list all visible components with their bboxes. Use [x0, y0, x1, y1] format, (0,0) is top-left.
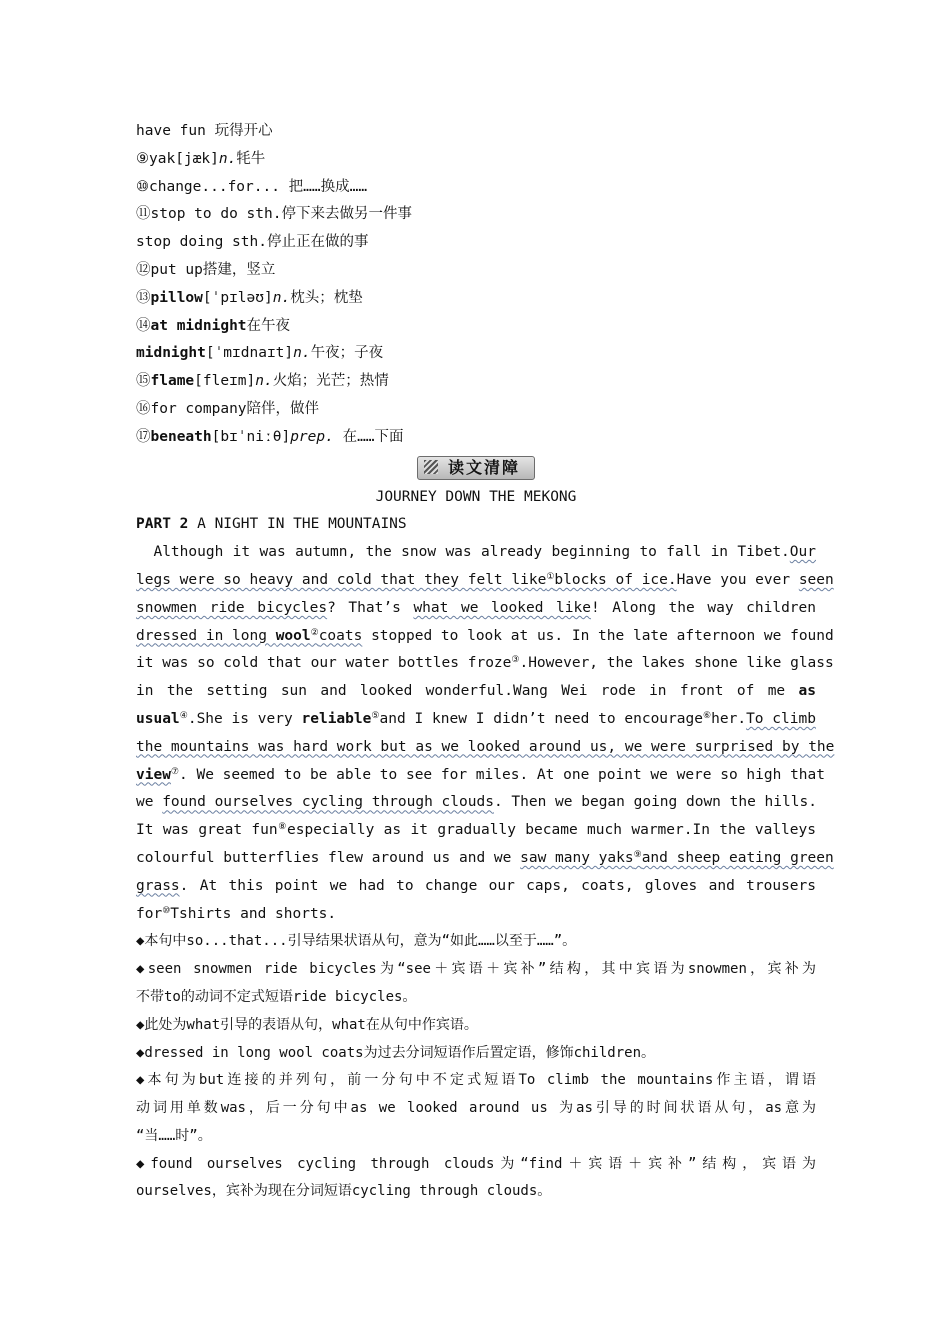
note-line: [136, 1123, 816, 1151]
text-run: coats: [318, 627, 363, 644]
text-run: .She is very: [187, 710, 302, 727]
vocab-line: [136, 118, 816, 146]
vocab-meaning: 枕头；枕垫: [290, 289, 363, 306]
underlined-phrase: grass: [136, 877, 180, 894]
underlined-phrase: found ourselves cycling through clouds: [162, 794, 494, 811]
text-run: in the setting sun and looked wonderful.Wang Wei rode in front of me: [136, 683, 799, 700]
text-run: ! Along the way children: [590, 599, 816, 616]
text-run: it was so cold that our water bottles froze: [136, 655, 512, 672]
vocab-line: [136, 174, 816, 202]
article-title-text: JOURNEY DOWN THE MEKONG: [375, 488, 577, 505]
note-marker: ⑧: [277, 822, 287, 833]
paragraph-line: [136, 595, 816, 623]
note-text: ◆本句为but连接的并列句，前一分句中不定式短语To climb the mountains作主语，谓语: [136, 1072, 816, 1089]
note-text: 动词用单数was，后一分句中as we looked around us 为as引导的时间状语从句，as意为: [136, 1100, 816, 1117]
note-line: [136, 984, 816, 1012]
text-run: .However, the lakes shone like glass: [519, 655, 834, 672]
note-text: ourselves，宾补为现在分词短语cycling through clouds。: [136, 1183, 552, 1200]
note-marker: ②: [310, 627, 319, 638]
key-word: wool: [275, 627, 311, 644]
text-run: . At this point we had to change our caps, coats, gloves and trousers: [179, 877, 816, 894]
paragraph-line: [136, 706, 816, 734]
phonetic: [ˈpɪləʊ]: [202, 289, 273, 306]
phonetic: [fleɪm]: [194, 373, 256, 390]
text-run: especially as it gradually became much warmer.In the valleys: [287, 822, 816, 839]
underlined-phrase: seen: [798, 571, 834, 588]
paragraph-line: [136, 650, 834, 678]
part-of-speech: n.: [293, 345, 311, 362]
vocab-line: [136, 257, 816, 285]
vocab-meaning: 在……下面: [333, 428, 404, 445]
underlined-phrase: the mountains was hard work but as we looked around us, we were surprised by the: [136, 738, 835, 755]
part-title: A NIGHT IN THE MOUNTAINS: [188, 516, 407, 533]
document-page: [136, 118, 835, 1206]
part-of-speech: n.: [272, 289, 291, 306]
note-marker: ④: [179, 710, 188, 721]
paragraph-line: [136, 567, 834, 595]
phonetic: [bɪˈniːθ]: [211, 428, 291, 445]
note-text: 不带to的动词不定式短语ride bicycles。: [136, 988, 417, 1005]
text-run: colourful butterflies flew around us and we: [136, 849, 521, 866]
vocab-text: ⑫put up搭建，竖立: [136, 261, 276, 278]
note-marker: ⑥: [702, 710, 712, 721]
vocab-text: ⑨yak[jæk]: [136, 150, 219, 167]
paragraph-line: [136, 734, 835, 762]
note-text: ◆此处为what引导的表语从句，what在从句中作宾语。: [136, 1016, 478, 1033]
vocab-line: [136, 229, 816, 257]
part-of-speech: prep.: [290, 428, 334, 445]
part-of-speech: n.: [218, 150, 237, 167]
text-run: we: [136, 794, 163, 811]
part-of-speech: n.: [255, 373, 273, 390]
vocab-number: ⑬: [136, 289, 151, 306]
text-run: Have you ever: [676, 571, 799, 588]
text-run: . Then we began going down the hills.: [493, 794, 817, 811]
text-run: It was great fun: [136, 822, 278, 839]
vocab-line: [136, 201, 816, 229]
underlined-phrase: [520, 850, 834, 866]
vocab-text: have fun 玩得开心: [136, 123, 273, 139]
vocab-text: ⑯for company陪伴，做伴: [136, 400, 320, 417]
vocab-word: midnight: [136, 345, 206, 362]
phonetic: [ˈmɪdnaɪt]: [205, 345, 294, 362]
article-title: [136, 484, 816, 512]
note-line: [136, 1040, 816, 1068]
underlined-phrase: what we looked like: [413, 599, 591, 616]
vocab-word: beneath: [150, 428, 212, 445]
vocab-number: ⑮: [136, 373, 151, 390]
vocab-word: at midnight: [150, 317, 247, 334]
paragraph-line: [136, 789, 816, 817]
vocab-line: [136, 368, 816, 396]
paragraph-line: [136, 845, 834, 873]
vocab-meaning: 牦牛: [236, 150, 266, 167]
text-run: . We seemed to be able to see for miles. At one point we were so high that: [179, 766, 826, 783]
vocab-meaning: 火焰；光芒；热情: [272, 373, 389, 390]
note-text: ◆found ourselves cycling through clouds为“find＋宾语＋宾补”结构，宾语为: [136, 1155, 816, 1172]
vocab-text: stop doing sth.停止正在做的事: [136, 234, 369, 251]
note-text: “当……时”。: [136, 1127, 212, 1144]
text-run: stopped to look at us. In the late afternoon we found: [362, 627, 834, 644]
key-word: view: [136, 766, 171, 783]
vocab-line: [136, 396, 816, 424]
vocab-text: ⑩change...for... 把……换成……: [136, 178, 368, 195]
underlined-phrase: Our: [789, 544, 816, 561]
paragraph-line: [136, 539, 816, 567]
text-run: for: [136, 905, 163, 922]
text-run: Although it was autumn, the snow was already beginning to fall in Tibet.: [153, 544, 790, 561]
note-marker: ③: [511, 655, 520, 666]
text-run: dressed in long: [136, 627, 276, 644]
underlined-phrase: snowmen ride bicycles: [136, 599, 328, 616]
vocab-meaning: 在午夜: [246, 317, 291, 334]
part-label: PART 2: [136, 516, 189, 533]
vocab-word: flame: [150, 373, 195, 390]
paragraph-line: [136, 873, 816, 901]
note-marker: ⑨: [633, 849, 642, 860]
paragraph-line: [136, 901, 816, 929]
text-run: blocks of ice.: [554, 571, 677, 588]
paragraph-line: [136, 623, 834, 651]
key-word: as: [798, 683, 816, 700]
text-run: her.: [711, 710, 747, 727]
text-run: and I knew I didn’t need to encourage: [379, 710, 703, 727]
vocab-text: ⑪stop to do sth.停下来去做另一件事: [136, 206, 412, 223]
vocab-line: [136, 340, 816, 368]
note-marker: ⑦: [170, 766, 179, 777]
note-marker: ⑩: [162, 905, 171, 916]
part-heading: [136, 511, 816, 539]
note-line: [136, 1151, 816, 1179]
vocab-meaning: 午夜；子夜: [310, 345, 384, 362]
section-banner: [136, 452, 816, 484]
key-word: usual: [136, 710, 180, 727]
text-run: Tshirts and shorts.: [170, 905, 337, 922]
note-line: [136, 1095, 816, 1123]
notes-section: [136, 928, 816, 1206]
vocab-number: ⑭: [136, 317, 151, 334]
note-marker: ①: [546, 571, 555, 582]
note-text: ◆seen snowmen ride bicycles为“see＋宾语＋宾补”结构，其中宾语为snowmen，宾补为: [136, 961, 816, 978]
text-run: ? That’s: [327, 599, 414, 616]
banner-label: 读文清障: [417, 456, 535, 480]
text-run: and sheep eating green: [641, 849, 834, 866]
note-line: [136, 1067, 816, 1095]
paragraph-line: [136, 762, 826, 790]
note-line: [136, 1012, 816, 1040]
vocab-word: pillow: [150, 289, 203, 306]
paragraph-line: [136, 678, 816, 706]
key-word: reliable: [301, 710, 372, 727]
vocab-line: [136, 424, 816, 452]
note-text: ◆本句中so...that...引导结果状语从句，意为“如此……以至于……”。: [136, 933, 577, 950]
underlined-phrase: [136, 628, 362, 644]
text-run: saw many yaks: [520, 849, 634, 866]
note-marker: ⑤: [371, 710, 380, 721]
underlined-phrase: To climb: [746, 710, 816, 727]
text-run: legs were so heavy and cold that they felt like: [136, 571, 547, 588]
underlined-phrase: [136, 572, 677, 588]
vocab-line: [136, 146, 816, 174]
note-line: [136, 956, 816, 984]
note-text: ◆dressed in long wool coats为过去分词短语作后置定语，修饰children。: [136, 1044, 656, 1061]
note-line: [136, 928, 816, 956]
vocab-line: [136, 285, 816, 313]
vocab-line: [136, 313, 816, 341]
note-line: [136, 1178, 816, 1206]
paragraph-line: [136, 817, 816, 845]
vocab-number: ⑰: [136, 428, 151, 445]
